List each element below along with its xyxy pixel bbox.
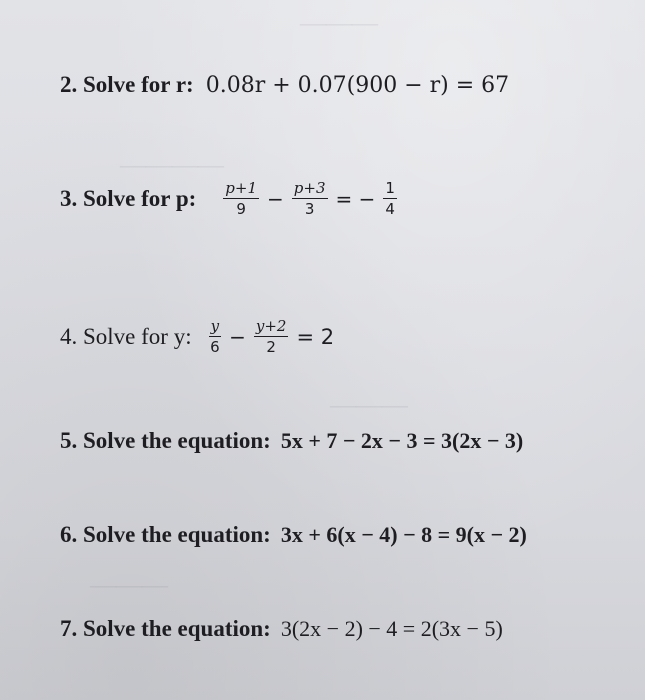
problem-3-fraction-2-denominator: 3 bbox=[304, 200, 315, 219]
problem-3 bbox=[60, 180, 400, 219]
problem-7 bbox=[60, 616, 503, 642]
problem-3-equation bbox=[220, 180, 400, 219]
problem-5-equation: 5x + 7 − 2x − 3 = 3(2x − 3) bbox=[280, 428, 524, 453]
bleed-through-4: ——— bbox=[90, 570, 168, 599]
problem-3-fraction-3 bbox=[383, 180, 397, 219]
problem-4-fraction-1 bbox=[209, 318, 221, 357]
bleed-through-2: ———— bbox=[120, 150, 224, 179]
problem-3-label: 3. Solve for p: bbox=[60, 186, 197, 212]
problem-5-label: 5. Solve the equation: bbox=[60, 428, 271, 453]
problem-7-equation: 3(2x − 2) − 4 = 2(3x − 5) bbox=[280, 616, 503, 641]
problem-2-equation: 0.08r + 0.07(900 − r) = 67 bbox=[205, 72, 510, 98]
problem-3-fraction-2 bbox=[292, 180, 328, 219]
problem-7-label: 7. Solve the equation: bbox=[60, 616, 271, 641]
problem-4-fraction-1-numerator: y bbox=[210, 317, 220, 335]
problem-4-rhs: = 2 bbox=[296, 325, 335, 350]
problem-3-fraction-2-numerator: p+3 bbox=[293, 179, 326, 197]
problem-4 bbox=[60, 318, 339, 357]
problem-3-fraction-3-numerator: 1 bbox=[383, 180, 397, 199]
problem-3-fraction-1 bbox=[223, 180, 259, 219]
problem-4-fraction-2-denominator: 2 bbox=[266, 338, 276, 357]
problem-2-label: 2. Solve for r: bbox=[60, 72, 194, 97]
problem-4-fraction-1-denominator: 6 bbox=[210, 338, 220, 357]
problem-3-fraction-3-denominator: 4 bbox=[385, 200, 395, 219]
problem-6 bbox=[60, 522, 527, 548]
problem-4-fraction-2 bbox=[254, 318, 289, 357]
problem-5 bbox=[60, 428, 523, 454]
problem-3-fraction-1-numerator: p+1 bbox=[225, 179, 258, 197]
bleed-through-3: ——— bbox=[330, 390, 408, 419]
problem-6-equation: 3x + 6(x − 4) − 8 = 9(x − 2) bbox=[280, 522, 527, 547]
problem-4-label: 4. Solve for y: bbox=[60, 324, 192, 350]
problem-4-equation bbox=[206, 318, 339, 357]
problem-2 bbox=[60, 72, 509, 98]
problem-3-fraction-1-denominator: 9 bbox=[236, 200, 246, 219]
problem-3-equals: = − bbox=[335, 187, 376, 212]
problem-4-fraction-2-numerator: y+2 bbox=[255, 317, 287, 335]
bleed-through-1: ——— bbox=[300, 8, 378, 37]
problem-6-label: 6. Solve the equation: bbox=[60, 522, 271, 547]
problem-3-minus: − bbox=[267, 187, 284, 212]
problem-4-minus: − bbox=[229, 325, 246, 350]
